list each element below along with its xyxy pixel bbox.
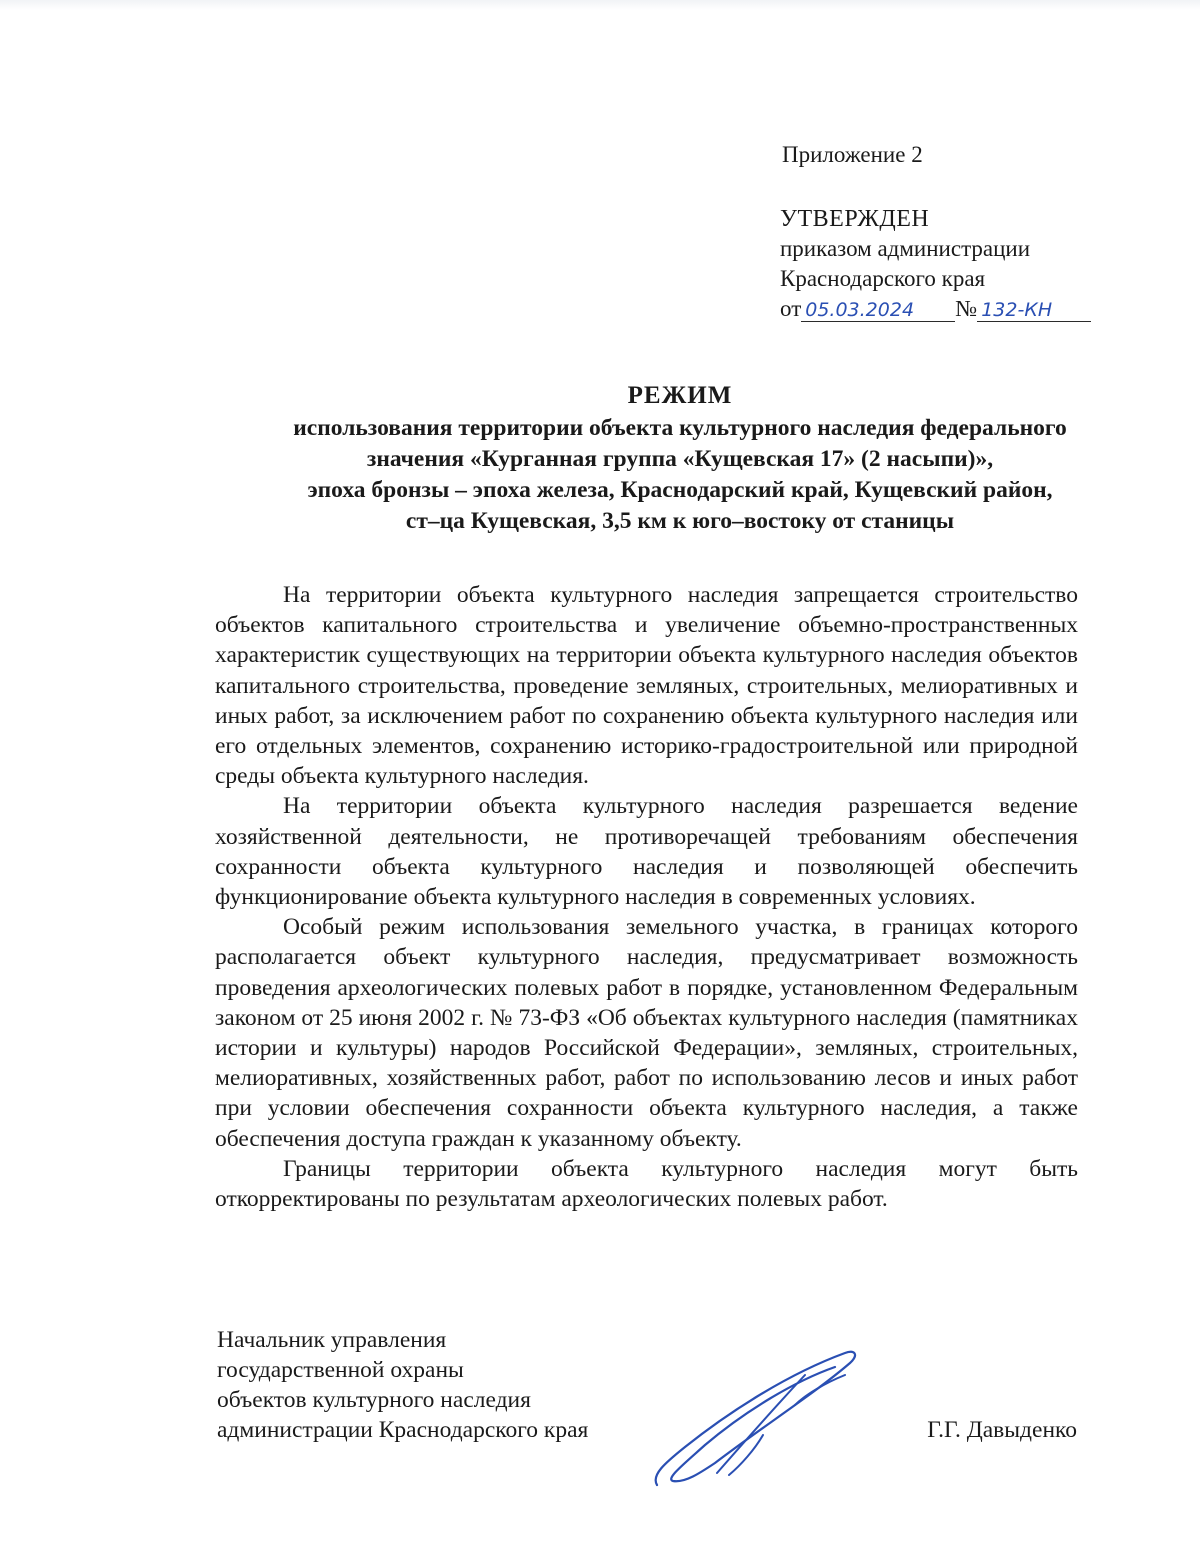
heading-line-2: значения «Курганная группа «Кущевская 17» (2 насыпи)», <box>366 446 994 472</box>
approved-title: УТВЕРЖДЕН <box>780 206 930 232</box>
signer-position-line2: государственной охраны <box>217 1357 464 1383</box>
approval-block <box>780 140 1120 324</box>
document-body <box>215 580 1078 1214</box>
scan-edge <box>0 0 1200 10</box>
signer-name: Г.Г. Давыденко <box>927 1417 1077 1443</box>
approved-by-line1: приказом администрации <box>780 236 1031 261</box>
signer-position-line1: Начальник управления <box>217 1327 447 1353</box>
signature-block <box>217 1325 1097 1495</box>
heading-line-1: использования территории объекта культурного наследия федерального <box>293 415 1067 441</box>
document-title: РЕЖИМ <box>627 382 733 409</box>
order-number-handwritten: 132-КН <box>977 299 1091 322</box>
date-prefix: от <box>780 296 802 321</box>
body-paragraph-4: Границы территории объекта культурного наследия могут быть откорректированы по результатам археологических полевых работ. <box>215 1155 1078 1213</box>
appendix-label: Приложение 2 <box>782 142 923 167</box>
approved-by-line2: Краснодарского края <box>780 266 986 291</box>
number-prefix: № <box>955 296 978 321</box>
handwritten-signature <box>645 1345 875 1495</box>
signer-position-line3: объектов культурного наследия <box>217 1387 531 1413</box>
body-paragraph-2: На территории объекта культурного наследия разрешается ведение хозяйственной деятельности, не противоречащей требованиям обеспечения сохранности объекта культурного наследия и позволяющей обеспечить функционирование объекта культурного наследия в современных условиях. <box>215 793 1078 911</box>
document-heading <box>140 380 1200 537</box>
heading-line-4: ст–ца Кущевская, 3,5 км к юго–востоку от станицы <box>405 508 955 534</box>
body-paragraph-1: На территории объекта культурного наследия запрещается строительство объектов капитального строительства и увеличение объемно-пространственных характеристик существующих на территории объекта культурного наследия объектов капитального строительства, проведение земляных, строительных, мелиоративных и иных работ, за исключением работ по сохранению объекта культурного наследия или его отдельных элементов, сохранению историко-градостроительной или природной среды объекта культурного наследия. <box>215 582 1078 790</box>
body-paragraph-3: Особый режим использования земельного участка, в границах которого располагается объект культурного наследия, предусматривает возможность проведения археологических полевых работ в порядке, установленном Федеральным законом от 25 июня 2002 г. № 73-ФЗ «Об объектах культурного наследия (памятниках истории и культуры) народов Российской Федерации», земляных, строительных, мелиоративных, хозяйственных работ, работ по использованию лесов и иных работ при условии обеспечения сохранности объекта культурного наследия, а также обеспечения доступа граждан к указанному объекту. <box>215 914 1078 1152</box>
order-date-handwritten: 05.03.2024 <box>801 299 955 322</box>
heading-line-3: эпоха бронзы – эпоха железа, Краснодарский край, Кущевский район, <box>307 477 1053 503</box>
signer-position-line4: администрации Краснодарского края <box>217 1417 589 1443</box>
order-date-number-line <box>780 294 1120 324</box>
